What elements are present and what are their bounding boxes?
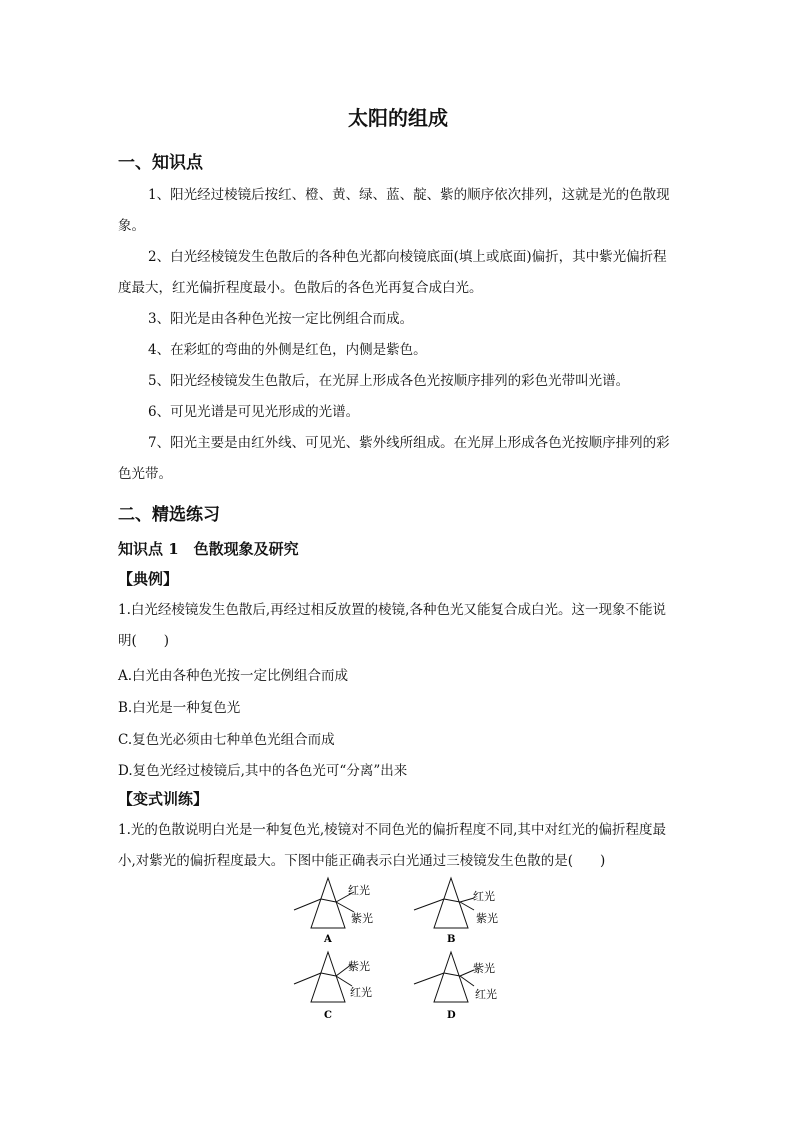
- option-c: C.复色光必须由七种单色光组合而成: [118, 732, 335, 748]
- option-b: B.白光是一种复色光: [118, 700, 241, 716]
- label-violet-c: 紫光: [348, 960, 370, 973]
- incident-ray-d: [414, 973, 444, 984]
- knowledge-point-heading: 知识点 1 色散现象及研究: [118, 540, 299, 558]
- caption-b: B: [447, 934, 456, 945]
- knowledge-point-1: 1、阳光经过棱镜后按红、橙、黄、绿、蓝、靛、紫的顺序依次排列，这就是光的色散现象。: [118, 187, 670, 234]
- label-violet-d: 紫光: [473, 962, 495, 975]
- knowledge-point-7: 7、阳光主要是由红外线、可见光、紫外线所组成。在光屏上形成各色光按顺序排列的彩色光带。: [118, 435, 670, 482]
- label-red-d: 红光: [475, 988, 497, 1001]
- exit-ray-violet-d: [460, 970, 474, 976]
- option-d: D.复色光经过棱镜后,其中的各色光可“分离”出来: [118, 763, 408, 779]
- knowledge-point-4: 4、在彩虹的弯曲的外侧是红色，内侧是紫色。: [148, 342, 427, 358]
- label-red-a: 红光: [348, 884, 370, 897]
- prism-triangle-a: [311, 878, 345, 928]
- label-red-b: 红光: [473, 890, 495, 903]
- exit-ray-violet-b: [460, 902, 474, 910]
- knowledge-point-5: 5、阳光经棱镜发生色散后，在光屏上形成各色光按顺序排列的彩色光带叫光谱。: [148, 373, 630, 389]
- prism-triangle-c: [311, 952, 345, 1002]
- section-heading-knowledge: 一、知识点: [118, 153, 203, 173]
- exit-ray-red-b: [460, 898, 474, 902]
- prism-triangle-d: [434, 952, 468, 1002]
- prism-d: [414, 952, 497, 1021]
- knowledge-point-3: 3、阳光是由各种色光按一定比例组合而成。: [148, 311, 414, 327]
- section-heading-practice: 二、精选练习: [118, 505, 220, 525]
- prism-triangle-b: [434, 878, 468, 928]
- inner-ray-c: [321, 973, 336, 976]
- label-violet-a: 紫光: [351, 912, 373, 925]
- example-label: 【典例】: [118, 570, 179, 588]
- incident-ray-b: [414, 899, 444, 910]
- prism-figure: [288, 872, 508, 1022]
- prism-c: [294, 952, 372, 1021]
- incident-ray-c: [294, 973, 321, 984]
- caption-d: D: [447, 1010, 456, 1021]
- practice-label: 【变式训练】: [118, 790, 209, 808]
- option-a: A.白光由各种色光按一定比例组合而成: [118, 668, 349, 684]
- prism-b: [414, 878, 498, 945]
- exit-ray-red-c: [336, 976, 352, 986]
- label-red-c: 红光: [350, 986, 372, 999]
- incident-ray-a: [294, 899, 321, 910]
- knowledge-point-6: 6、可见光谱是可见光形成的光谱。: [148, 404, 360, 420]
- document-title: 太阳的组成: [348, 106, 448, 130]
- inner-ray-b: [444, 899, 460, 902]
- prism-diagrams: [288, 872, 508, 1022]
- inner-ray-a: [321, 899, 336, 902]
- caption-a: A: [324, 934, 332, 945]
- label-violet-b: 紫光: [476, 912, 498, 925]
- inner-ray-d: [444, 973, 460, 976]
- example-question: 1.白光经棱镜发生色散后,再经过相反放置的棱镜,各种色光又能复合成白光。这一现象不能说明( ): [118, 602, 666, 649]
- prism-a: [294, 878, 373, 945]
- practice-question: 1.光的色散说明白光是一种复色光,棱镜对不同色光的偏折程度不同,其中对红光的偏折程度最小,对紫光的偏折程度最大。下图中能正确表示白光通过三棱镜发生色散的是( ): [118, 822, 666, 869]
- knowledge-point-2: 2、白光经棱镜发生色散后的各种色光都向棱镜底面(填上或底面)偏折，其中紫光偏折程度最大，红光偏折程度最小。色散后的各色光再复合成白光。: [118, 249, 667, 296]
- caption-c: C: [324, 1010, 332, 1021]
